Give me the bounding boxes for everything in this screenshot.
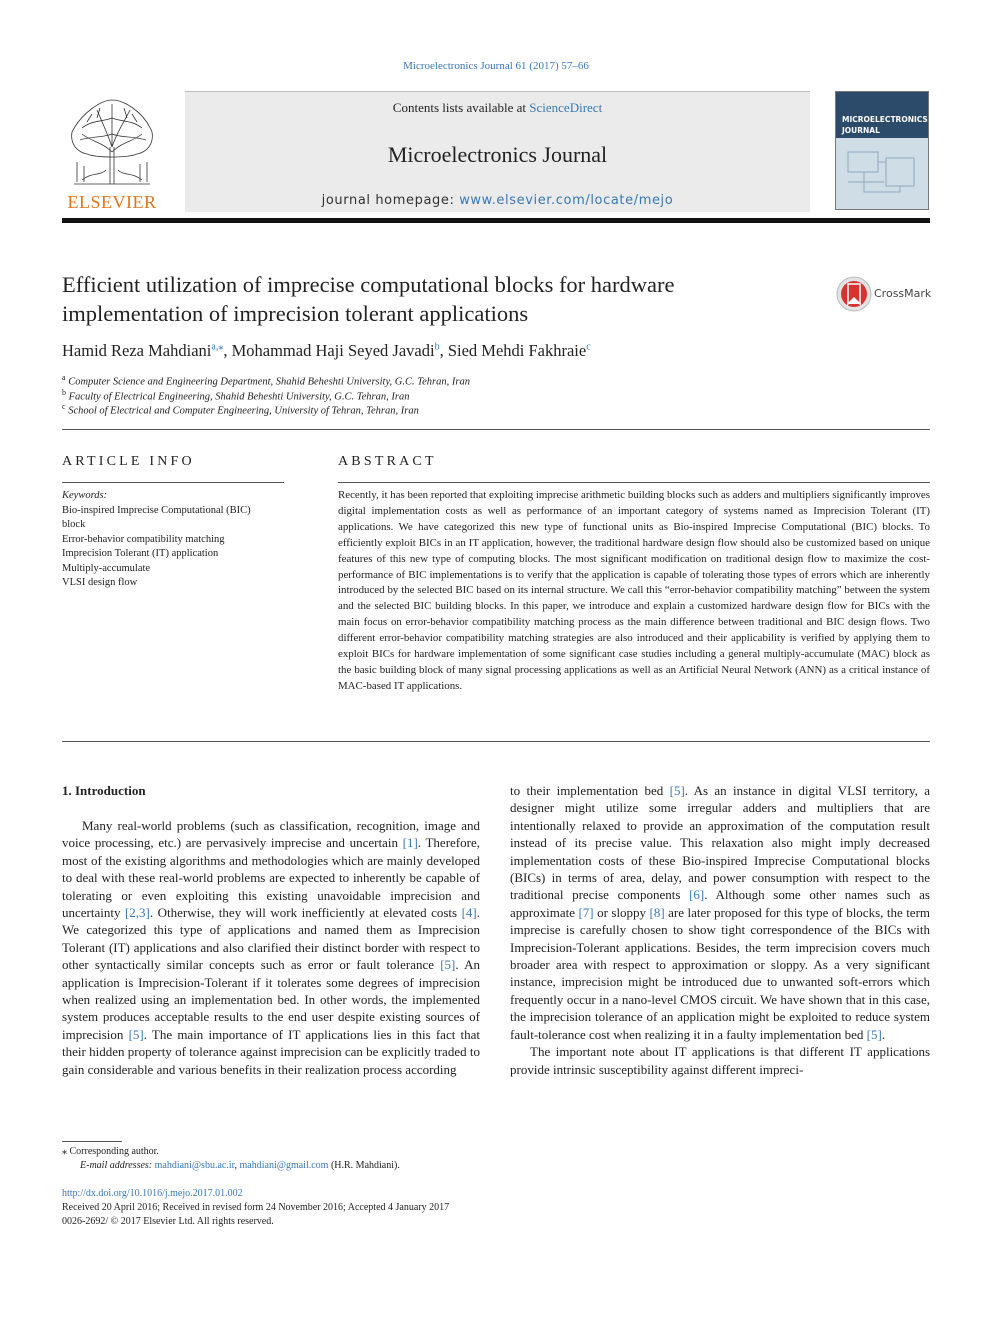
keywords-label: Keywords: xyxy=(62,490,108,501)
corresponding-author-note: ⁎ Corresponding author. xyxy=(62,1146,159,1157)
email-addresses xyxy=(80,1160,400,1171)
homepage-link[interactable]: www.elsevier.com/locate/mejo xyxy=(459,193,674,208)
homepage-prefix: journal homepage: xyxy=(321,193,460,208)
author-separator: , xyxy=(439,341,448,360)
keyword: Bio-inspired Imprecise Computational (BIC) xyxy=(62,504,251,516)
text-run: . Otherwise, they will work inefficiently at elevated costs xyxy=(149,905,462,921)
text-run: . An application is Imprecision-Tolerant if it tolerates some degrees of imprecision when realized using an implementation bed. In other words, the implemented system produces acceptable results to the end user despite existing sources of imprecision xyxy=(62,957,480,1042)
journal-cover-thumbnail[interactable] xyxy=(835,91,929,210)
text-run: . We categorized this type of applications and named them as Imprecision Tolerant (IT) applications and also clarified their distinct border with respect to other syntactically similar concepts such as error or fault tolerance xyxy=(62,905,480,973)
affiliation-b: $^b$ Faculty of Electrical Engineering, Shahid Beheshti University, G.C. Tehran, Iran xyxy=(62,388,410,403)
text-run: . Although some other names such as approximate xyxy=(510,887,930,920)
text-run: or sloppy xyxy=(593,904,650,920)
divider xyxy=(62,429,930,430)
keyword: VLSI design flow xyxy=(62,577,138,588)
citation-link[interactable]: [5] xyxy=(440,957,456,973)
elsevier-wordmark: ELSEVIER xyxy=(67,192,157,212)
email-label: E-mail addresses: xyxy=(80,1160,155,1171)
author-affiliation-marker[interactable]: b xyxy=(434,341,440,353)
citation-link[interactable]: [2,3] xyxy=(124,905,150,921)
author-name[interactable]: Hamid Reza Mahdiani xyxy=(62,341,212,360)
citation-link[interactable]: [8] xyxy=(649,904,665,920)
paragraph: The important note about IT applications is that different IT applications provide intrinsic susceptibility against different impreci- xyxy=(510,1044,930,1077)
email-link[interactable]: mahdiani@gmail.com xyxy=(239,1160,329,1171)
text-run: Many real-world problems (such as classification, recognition, image and voice processing, etc.) are pervasively imprecise and uncertain xyxy=(62,818,480,851)
text-run: . The main importance of IT applications lies in this fact that their hidden property of tolerance against imprecision can be explicitly traded to gain considerable and various benefits in their realization process according xyxy=(62,1026,480,1077)
citation-link[interactable]: [6] xyxy=(689,887,705,903)
citation-link[interactable]: [5] xyxy=(128,1026,144,1042)
text-run: . As an instance in digital VLSI territory, a designer might utilize some irregular adders and multipliers that are intentionally relaxed to provide an approximation of the computation result instead of its precise value. This relaxation also might imply decreased implementation costs of these Bio-inspired Imprecise Computational blocks (BICs) in terms of area, delay, and power consumption with respect to the traditional precise components xyxy=(510,783,930,903)
body-column-right xyxy=(510,782,930,1078)
citation-link[interactable]: [4] xyxy=(461,905,477,921)
affiliation-a: $^a$ Computer Science and Engineering Department, Shahid Beheshti University, G.C. Tehran, Iran xyxy=(62,373,470,388)
crossmark-badge[interactable] xyxy=(836,276,930,312)
footnote-rule xyxy=(62,1141,122,1142)
author-name[interactable]: Sied Mehdi Fakhraie xyxy=(447,341,587,360)
journal-name: Microelectronics Journal xyxy=(387,142,608,167)
body-column-left xyxy=(62,817,480,1078)
elsevier-tree-icon xyxy=(62,92,162,192)
contents-line xyxy=(185,100,810,116)
citation-link[interactable]: [7] xyxy=(578,904,594,920)
author-affiliation-marker[interactable]: a,⁎ xyxy=(211,341,224,353)
abstract-text: Recently, it has been reported that exploiting imprecise arithmetic building blocks such as adders and multipliers significantly improves digital implementation costs as well as performance of an important category of systems named as Imprecision Tolerant (IT) applications. We have categorized this new type of functional units as Bio-inspired Imprecise Computational (BIC) blocks. To efficiently exploit BICs in an IT application, however, the traditional hardware design flow should also be customized based on unique features of this new type of computing blocks. The most significant modification on traditional design flow to maximize the cost-performance of BIC implementations is to verify that the application is capable of tolerating those types of errors which are inherently introduced by the selected BIC based on its internal structure. We call this “error-behavior compatibility matching” between the system and the selected BIC building blocks. In this paper, we introduce and explain a customized hardware design flow for BICs with the main focus on error-behavior compatibility matching process as the main difference between traditional and BIC design flows. Two different error-behavior compatibility matching strategies are also introduced and their applicability is verified by applying them to exploit BICs for hardware implementation of some significant case studies including a general multiply-accumulate (MAC) block as the basic building block of many signal processing applications as well as an Artificial Neural Network (ANN) as a critical instance of MAC-based IT applications. xyxy=(338,489,930,692)
citation-link[interactable]: [5] xyxy=(866,1026,882,1042)
keyword: Multiply-accumulate xyxy=(62,562,151,574)
section-heading-introduction: 1. Introduction xyxy=(62,783,146,798)
divider xyxy=(338,482,930,483)
author-affiliation-marker[interactable]: c xyxy=(586,341,591,353)
text-run: . xyxy=(881,1026,886,1042)
cover-circuit-icon xyxy=(844,148,920,204)
abstract-heading: ABSTRACT xyxy=(338,454,437,469)
paragraph xyxy=(510,782,930,1043)
received-dates: Received 20 April 2016; Received in revised form 24 November 2016; Accepted 4 January 2017 xyxy=(62,1202,450,1213)
keyword: Imprecision Tolerant (IT) application xyxy=(62,548,219,559)
crossmark-label: CrossMark xyxy=(874,287,932,300)
author-separator: , xyxy=(223,341,232,360)
cover-title: MICROELECTRONICS JOURNAL xyxy=(842,115,928,135)
journal-homepage-line xyxy=(185,193,810,208)
divider xyxy=(62,482,284,483)
doi-link[interactable]: http://dx.doi.org/10.1016/j.mejo.2017.01.002 xyxy=(62,1188,243,1199)
citation-link[interactable]: [5] xyxy=(669,783,685,798)
header-rule xyxy=(62,218,930,223)
citation-link[interactable]: [1] xyxy=(402,835,418,851)
email-link[interactable]: mahdiani@sbu.ac.ir xyxy=(154,1160,235,1171)
contents-prefix: Contents lists available at xyxy=(392,100,530,115)
article-info-heading: ARTICLE INFO xyxy=(62,454,195,469)
paper-title: Efficient utilization of imprecise computational blocks for hardware implementation of imprecision tolerant applications xyxy=(62,272,675,326)
crossmark-icon xyxy=(836,276,872,312)
sciencedirect-link[interactable]: ScienceDirect xyxy=(529,100,603,115)
author-name[interactable]: Mohammad Haji Seyed Javadi xyxy=(231,341,435,360)
text-run: are later proposed for this type of blocks, the term imprecise is carefully chosen to show tight correspondence of the BICs with Imprecision-Tolerant applications. Besides, the term imprecision covers much broader area with respect to approximation or sloppy. As a very significant instance, imprecision might be introduced due to unwanted soft-errors which frequently occur in a nano-level CMOS circuit. We have shown that in this case, the imprecision tolerance of an application might be exploited to reduce system fault-tolerance cost when realizing it in a faulty implementation bed xyxy=(510,904,931,1042)
email-separator: , xyxy=(234,1160,240,1171)
journal-reference[interactable]: Microelectronics Journal 61 (2017) 57–66 xyxy=(403,60,589,72)
keyword: block xyxy=(62,519,86,530)
divider xyxy=(62,741,930,742)
paragraph xyxy=(62,817,480,1078)
text-run: to their implementation bed xyxy=(510,783,670,798)
keywords-block xyxy=(62,489,284,591)
affiliation-c: $^c$ School of Electrical and Computer Engineering, University of Tehran, Tehran, Iran xyxy=(62,402,419,417)
keyword: Error-behavior compatibility matching xyxy=(62,533,225,545)
text-run: . Therefore, most of the existing algorithms and methodologies which are mainly developed to deal with these real-world problems are expected to inherently be capable of tolerating or even exploiting this existing unavoidable imprecision and uncertainty xyxy=(62,835,480,921)
author-list xyxy=(62,341,591,361)
issn-copyright: 0026-2692/ © 2017 Elsevier Ltd. All rights reserved. xyxy=(62,1216,274,1227)
email-owner: (H.R. Mahdiani). xyxy=(328,1160,400,1171)
